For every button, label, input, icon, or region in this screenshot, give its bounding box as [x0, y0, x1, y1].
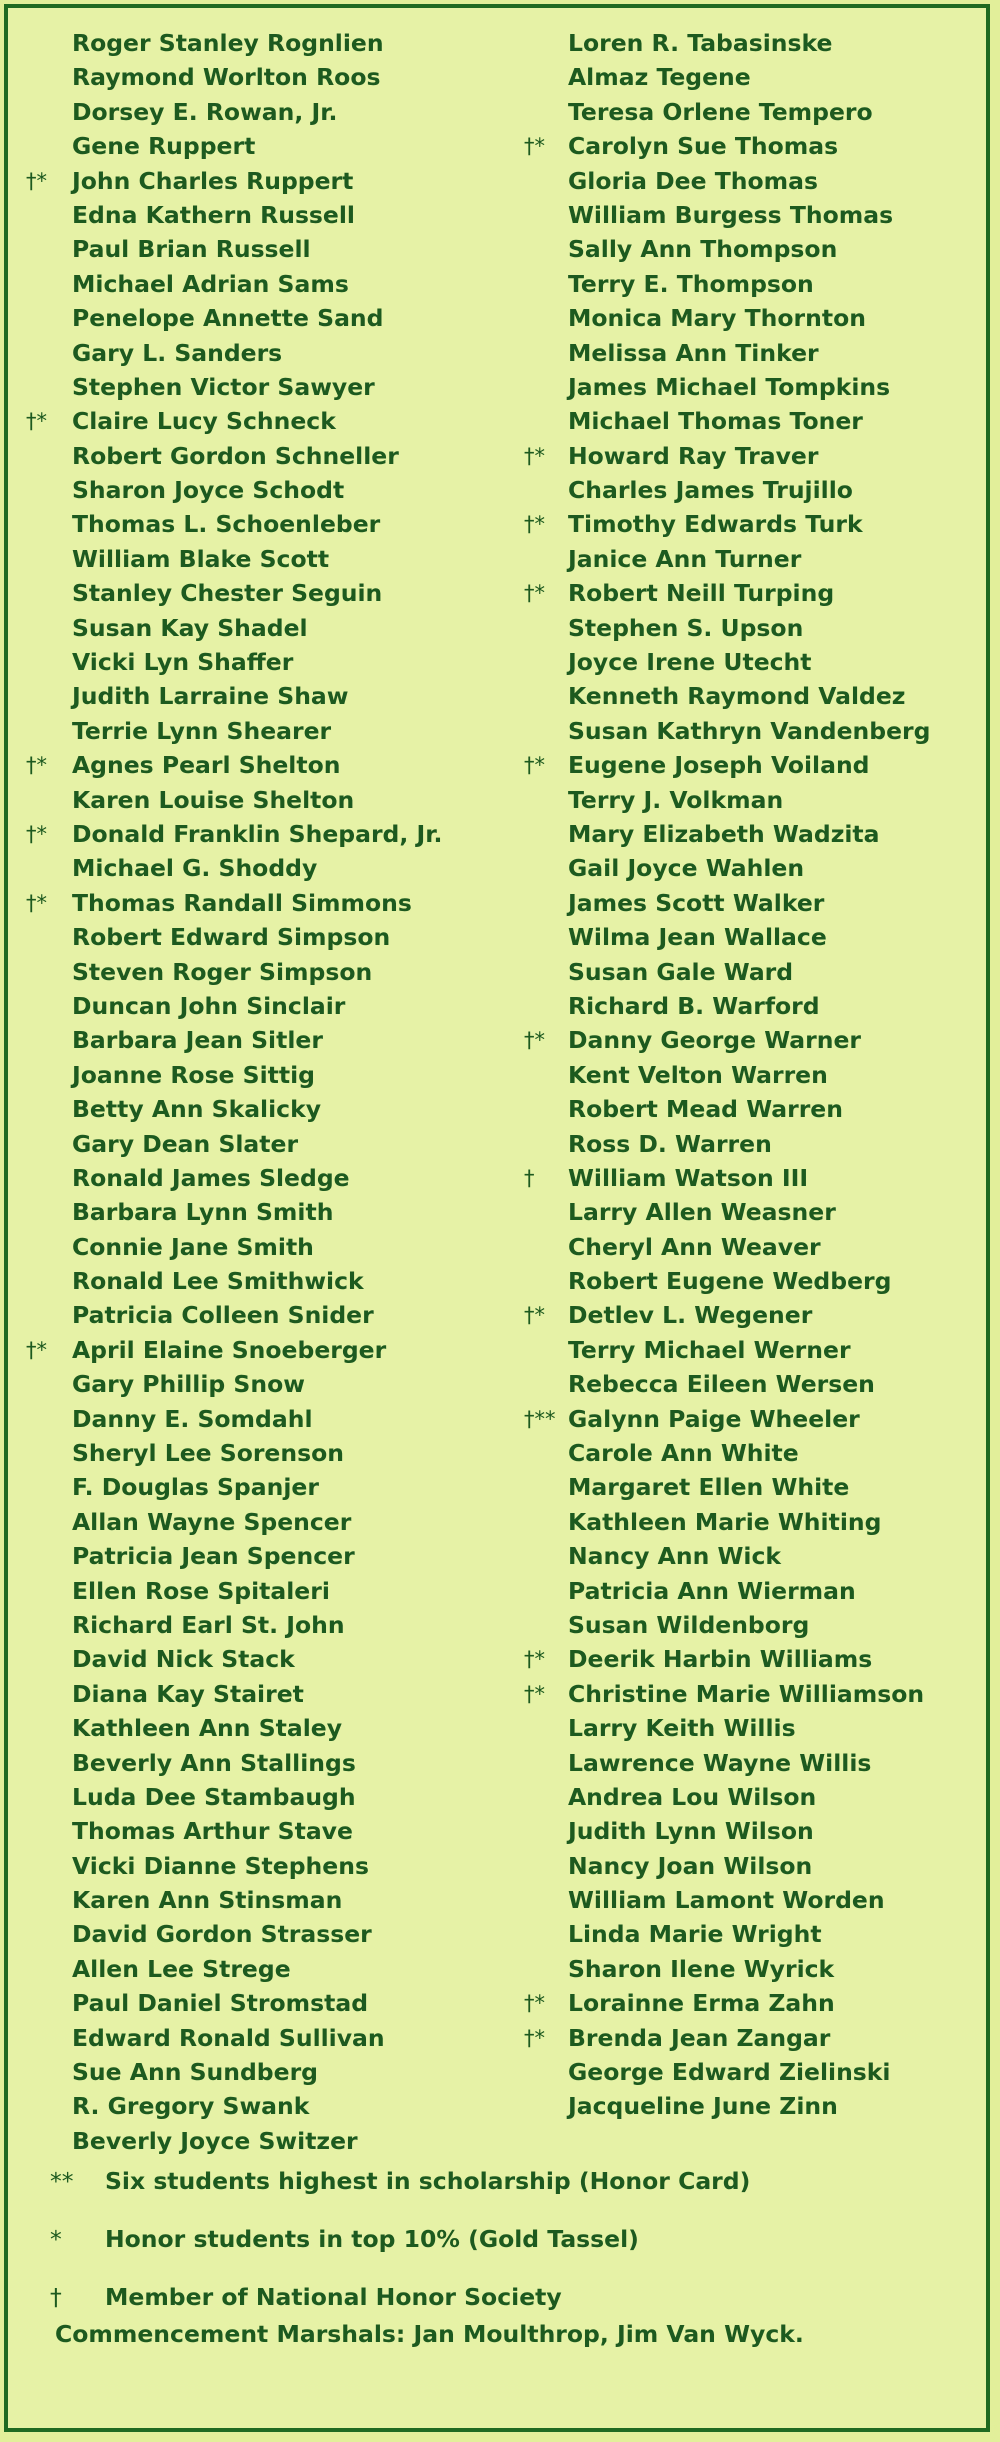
graduate-name: Robert Gordon Schneller: [72, 441, 399, 470]
graduate-name: Loren R. Tabasinske: [568, 29, 833, 57]
graduate-name: Stephen Victor Sawyer: [72, 372, 375, 401]
graduate-name-row: [524, 955, 994, 989]
graduate-name: Robert Mead Warren: [568, 1095, 843, 1124]
graduate-name: Nancy Ann Wick: [568, 1542, 782, 1571]
graduate-name-row: [26, 1161, 546, 1195]
graduate-name: Gary L. Sanders: [72, 338, 283, 367]
commencement-marshals: Commencement Marshals: Jan Moulthrop, Jim Van Wyck.: [55, 2320, 804, 2348]
graduate-name: Almaz Tegene: [568, 63, 751, 92]
graduate-name: James Michael Tompkins: [568, 372, 891, 401]
graduate-name: Edward Ronald Sullivan: [72, 2023, 385, 2052]
graduate-name: Steven Roger Simpson: [72, 957, 373, 986]
graduate-name-row: [524, 989, 994, 1023]
graduate-name: Stephen S. Upson: [568, 613, 804, 642]
graduate-name-row: [26, 1986, 546, 2020]
graduate-name: Claire Lucy Schneck: [72, 407, 336, 436]
graduate-name-row: [524, 679, 994, 713]
graduate-name-row: [26, 1298, 546, 1332]
graduate-name-row: [26, 26, 546, 60]
right-name-column: [524, 26, 994, 2124]
graduate-name: Howard Ray Traver: [568, 441, 819, 470]
graduate-name: Susan Kathryn Vandenberg: [568, 716, 931, 745]
graduate-name-row: [524, 129, 994, 163]
graduate-name-row: [524, 2055, 994, 2089]
graduate-name: Gail Joyce Wahlen: [568, 854, 805, 883]
graduate-name: Carolyn Sue Thomas: [568, 132, 839, 161]
graduate-name-row: [524, 95, 994, 129]
graduate-name: Terry Michael Werner: [568, 1335, 851, 1364]
graduate-name-row: [26, 1574, 546, 1608]
graduate-name-row: [26, 1849, 546, 1883]
graduate-name: Brenda Jean Zangar: [568, 2023, 831, 2052]
graduate-name: Cheryl Ann Weaver: [568, 1232, 821, 1261]
graduate-name-row: [26, 60, 546, 94]
graduate-name-row: [524, 370, 994, 404]
graduate-name-row: [26, 1127, 546, 1161]
graduate-name: Luda Dee Stambaugh: [72, 1782, 356, 1811]
graduate-name: William Blake Scott: [72, 544, 330, 573]
graduate-name-row: [26, 1436, 546, 1470]
graduate-name-row: [26, 164, 546, 198]
graduate-name: Melissa Ann Tinker: [568, 338, 819, 367]
graduate-name: Gary Dean Slater: [72, 1129, 299, 1158]
graduate-name: Joanne Rose Sittig: [72, 1060, 315, 1089]
graduate-name-row: [26, 370, 546, 404]
honor-mark: †*: [26, 168, 47, 193]
graduate-name: Kenneth Raymond Valdez: [568, 682, 906, 711]
graduate-name: William Burgess Thomas: [568, 200, 894, 229]
graduate-name: Joyce Irene Utecht: [568, 648, 812, 677]
graduate-name-row: [524, 1367, 994, 1401]
graduate-name-row: [26, 1264, 546, 1298]
graduate-name-row: [26, 336, 546, 370]
graduate-name-row: [26, 851, 546, 885]
graduate-name-row: [26, 1539, 546, 1573]
graduate-name: Barbara Jean Sitler: [72, 1026, 323, 1055]
graduate-name-row: [26, 301, 546, 335]
graduate-name: Judith Lynn Wilson: [568, 1817, 814, 1846]
graduate-name-row: [26, 129, 546, 163]
graduate-name-row: [26, 714, 546, 748]
graduate-name-row: [524, 1917, 994, 1951]
graduate-name: Monica Mary Thornton: [568, 304, 866, 333]
graduate-name-row: [26, 955, 546, 989]
graduate-name-row: [524, 1539, 994, 1573]
graduate-name-row: [524, 645, 994, 679]
graduate-name-row: [524, 1505, 994, 1539]
honor-mark: †*: [524, 134, 545, 159]
graduate-name-row: [524, 1814, 994, 1848]
graduate-name: Christine Marie Williamson: [568, 1679, 925, 1708]
graduate-name-row: [524, 1023, 994, 1057]
honor-mark: †*: [524, 2025, 545, 2050]
honor-mark: †*: [26, 890, 47, 915]
graduate-name: Jacqueline June Zinn: [568, 2092, 838, 2121]
graduate-name-row: [26, 1952, 546, 1986]
graduate-name: Terry J. Volkman: [568, 785, 784, 814]
graduate-name: Karen Louise Shelton: [72, 785, 355, 814]
graduate-name: William Lamont Worden: [568, 1886, 885, 1915]
graduate-name: Eugene Joseph Voiland: [568, 751, 870, 780]
graduate-name-row: [524, 1608, 994, 1642]
graduate-name: Larry Keith Willis: [568, 1714, 796, 1743]
graduate-name-row: [26, 783, 546, 817]
legend-symbol: **: [50, 2167, 74, 2195]
graduate-name-row: [524, 1746, 994, 1780]
graduate-name: Allen Lee Strege: [72, 1954, 291, 1983]
graduate-name: Timothy Edwards Turk: [568, 510, 863, 539]
graduate-name: Larry Allen Weasner: [568, 1198, 836, 1227]
graduate-name-row: [26, 1746, 546, 1780]
graduate-name: Robert Eugene Wedberg: [568, 1267, 892, 1296]
graduate-name: Ross D. Warren: [568, 1129, 772, 1158]
graduate-name: Beverly Ann Stallings: [72, 1748, 356, 1777]
graduate-name: Allan Wayne Spencer: [72, 1507, 352, 1536]
graduate-name: Robert Edward Simpson: [72, 923, 391, 952]
graduate-name-row: [524, 26, 994, 60]
graduate-name-row: [26, 2055, 546, 2089]
graduate-name: Diana Kay Stairet: [72, 1679, 304, 1708]
legend: [50, 2152, 970, 2326]
honor-mark: †*: [524, 581, 545, 606]
graduate-name-row: [524, 404, 994, 438]
graduate-name-row: [524, 198, 994, 232]
graduate-name-row: [524, 851, 994, 885]
graduate-name: Sharon Ilene Wyrick: [568, 1954, 835, 1983]
graduate-name: Betty Ann Skalicky: [72, 1095, 322, 1124]
graduate-name: Danny George Warner: [568, 1026, 862, 1055]
graduate-name: Gene Ruppert: [72, 132, 256, 161]
graduate-name-row: [524, 336, 994, 370]
graduate-name-row: [26, 1883, 546, 1917]
graduate-name: Kent Velton Warren: [568, 1060, 828, 1089]
graduate-name-row: [26, 1677, 546, 1711]
graduate-name: R. Gregory Swank: [72, 2092, 310, 2121]
graduate-name-row: [524, 507, 994, 541]
graduate-name: Teresa Orlene Tempero: [568, 97, 873, 126]
graduate-name: Lorainne Erma Zahn: [568, 1989, 835, 2018]
graduate-name-row: [524, 1849, 994, 1883]
graduate-name-row: [524, 1436, 994, 1470]
graduate-name-row: [524, 1161, 994, 1195]
honor-mark: †: [524, 1165, 535, 1190]
graduate-name: Vicki Dianne Stephens: [72, 1851, 369, 1880]
honor-mark: †*: [26, 409, 47, 434]
graduate-name-row: [26, 1917, 546, 1951]
graduate-name-row: [524, 1195, 994, 1229]
graduate-name-row: [26, 1814, 546, 1848]
honor-mark: †**: [524, 1406, 556, 1431]
graduate-name: Kathleen Marie Whiting: [568, 1507, 882, 1536]
graduate-name-row: [524, 714, 994, 748]
graduate-name: Patricia Jean Spencer: [72, 1542, 355, 1571]
graduate-name-row: [524, 439, 994, 473]
graduate-name: Duncan John Sinclair: [72, 991, 346, 1020]
graduate-name: Michael G. Shoddy: [72, 854, 318, 883]
graduate-name: Judith Larraine Shaw: [72, 682, 349, 711]
graduate-name-row: [524, 1402, 994, 1436]
graduate-name: David Gordon Strasser: [72, 1920, 372, 1949]
graduate-name: Terry E. Thompson: [568, 269, 814, 298]
graduate-name-row: [524, 1883, 994, 1917]
graduate-name: Mary Elizabeth Wadzita: [568, 819, 880, 848]
graduate-name-row: [524, 1092, 994, 1126]
honor-mark: †*: [524, 753, 545, 778]
graduate-name: Sue Ann Sundberg: [72, 2058, 318, 2087]
graduate-name: Kathleen Ann Staley: [72, 1714, 343, 1743]
graduate-name: Roger Stanley Rognlien: [72, 29, 384, 57]
graduate-name: Ellen Rose Spitaleri: [72, 1576, 330, 1605]
graduate-name-row: [524, 60, 994, 94]
legend-item: [50, 2152, 970, 2210]
legend-text: Honor students in top 10% (Gold Tassel): [105, 2225, 639, 2253]
graduate-name-row: [524, 817, 994, 851]
graduate-name: Deerik Harbin Williams: [568, 1645, 873, 1674]
graduate-name: Vicki Lyn Shaffer: [72, 648, 294, 677]
graduate-name-row: [26, 1230, 546, 1264]
graduate-name: Charles James Trujillo: [568, 476, 853, 505]
graduate-name-row: [26, 1367, 546, 1401]
honor-mark: †*: [524, 1681, 545, 1706]
legend-symbol: †: [50, 2283, 62, 2311]
graduate-name: James Scott Walker: [568, 888, 825, 917]
graduate-name-row: [524, 267, 994, 301]
graduate-name: Karen Ann Stinsman: [72, 1886, 343, 1915]
graduate-name-row: [26, 645, 546, 679]
graduate-name-row: [26, 748, 546, 782]
graduate-name-row: [26, 1195, 546, 1229]
graduate-name: Gloria Dee Thomas: [568, 166, 818, 195]
graduate-name: Linda Marie Wright: [568, 1920, 822, 1949]
honor-mark: †*: [26, 821, 47, 846]
graduate-name: Paul Daniel Stromstad: [72, 1989, 369, 2018]
graduate-name: Nancy Joan Wilson: [568, 1851, 813, 1880]
graduate-name-row: [26, 679, 546, 713]
graduate-name-row: [26, 267, 546, 301]
graduate-name: Danny E. Somdahl: [72, 1404, 313, 1433]
honor-mark: †*: [26, 753, 47, 778]
graduate-name-row: [26, 1780, 546, 1814]
graduate-name-row: [524, 1264, 994, 1298]
legend-symbol: *: [50, 2225, 62, 2253]
graduate-name-row: [524, 1333, 994, 1367]
graduate-name-row: [26, 542, 546, 576]
graduate-name-row: [524, 886, 994, 920]
honor-mark: †*: [524, 1991, 545, 2016]
legend-text: Member of National Honor Society: [105, 2283, 562, 2311]
graduate-name-row: [524, 542, 994, 576]
honor-mark: †*: [524, 443, 545, 468]
graduate-name: Connie Jane Smith: [72, 1232, 314, 1261]
graduate-name-row: [26, 198, 546, 232]
graduate-name-row: [26, 1608, 546, 1642]
graduate-name-row: [26, 1642, 546, 1676]
graduate-name: Susan Kay Shadel: [72, 613, 308, 642]
graduate-name-row: [26, 232, 546, 266]
graduate-name-row: [524, 611, 994, 645]
graduate-name: Beverly Joyce Switzer: [72, 2126, 358, 2155]
graduate-name: Andrea Lou Wilson: [568, 1782, 817, 1811]
graduate-name-row: [524, 1298, 994, 1332]
graduate-name: Dorsey E. Rowan, Jr.: [72, 97, 338, 126]
graduate-name-row: [26, 2089, 546, 2123]
graduate-name-row: [524, 1986, 994, 2020]
graduate-name: Thomas L. Schoenleber: [72, 510, 381, 539]
graduate-name: Thomas Arthur Stave: [72, 1817, 353, 1846]
graduate-name: David Nick Stack: [72, 1645, 295, 1674]
graduate-name: William Watson III: [568, 1163, 809, 1192]
honor-mark: †*: [524, 512, 545, 537]
graduate-name-row: [26, 507, 546, 541]
graduate-name-row: [524, 748, 994, 782]
graduate-name: Barbara Lynn Smith: [72, 1198, 334, 1227]
graduate-name-row: [524, 473, 994, 507]
graduate-name: Paul Brian Russell: [72, 235, 311, 264]
graduate-name-row: [524, 301, 994, 335]
graduate-name-row: [26, 1092, 546, 1126]
graduate-name-row: [524, 783, 994, 817]
graduate-name-row: [524, 1127, 994, 1161]
graduate-name-row: [26, 611, 546, 645]
honor-mark: †*: [524, 1028, 545, 1053]
graduate-name: F. Douglas Spanjer: [72, 1473, 319, 1502]
graduate-name-row: [26, 1058, 546, 1092]
graduate-name-row: [524, 576, 994, 610]
graduate-name: Carole Ann White: [568, 1439, 799, 1468]
graduate-name-row: [26, 2021, 546, 2055]
graduate-name-row: [26, 1505, 546, 1539]
graduate-name: Michael Thomas Toner: [568, 407, 863, 436]
graduate-name-row: [524, 1642, 994, 1676]
graduate-name-row: [524, 1780, 994, 1814]
graduate-name-row: [524, 920, 994, 954]
graduate-name: Susan Gale Ward: [568, 957, 794, 986]
graduate-name-row: [524, 1711, 994, 1745]
graduate-name-row: [26, 1711, 546, 1745]
graduate-name-row: [524, 1952, 994, 1986]
graduate-name: Margaret Ellen White: [568, 1473, 850, 1502]
graduate-name: Thomas Randall Simmons: [72, 888, 412, 917]
graduate-name: Sharon Joyce Schodt: [72, 476, 345, 505]
graduate-name: Susan Wildenborg: [568, 1610, 810, 1639]
graduate-name-row: [524, 1677, 994, 1711]
honor-mark: †*: [524, 1303, 545, 1328]
graduate-name-row: [524, 1470, 994, 1504]
graduate-name-row: [524, 164, 994, 198]
graduate-name: Janice Ann Turner: [568, 544, 802, 573]
graduate-name: Rebecca Eileen Wersen: [568, 1370, 875, 1399]
graduate-name: Agnes Pearl Shelton: [72, 751, 341, 780]
graduate-name-row: [26, 1470, 546, 1504]
graduate-name-row: [524, 2089, 994, 2123]
graduate-name: Sheryl Lee Sorenson: [72, 1439, 344, 1468]
graduate-name-row: [524, 232, 994, 266]
graduate-name: Edna Kathern Russell: [72, 200, 355, 229]
graduate-name: Gary Phillip Snow: [72, 1370, 305, 1399]
graduate-name: April Elaine Snoeberger: [72, 1335, 387, 1364]
graduate-name-row: [26, 439, 546, 473]
graduate-name: Terrie Lynn Shearer: [72, 716, 332, 745]
graduate-name: Penelope Annette Sand: [72, 304, 384, 333]
graduate-name: Stanley Chester Seguin: [72, 579, 383, 608]
graduate-name-row: [26, 920, 546, 954]
graduate-name: Robert Neill Turping: [568, 579, 835, 608]
legend-item: [50, 2210, 970, 2268]
graduate-name: Raymond Worlton Roos: [72, 63, 381, 92]
graduate-name-row: [524, 1058, 994, 1092]
graduate-name: Detlev L. Wegener: [568, 1301, 813, 1330]
graduate-name: Ronald James Sledge: [72, 1163, 350, 1192]
graduate-name: Lawrence Wayne Willis: [568, 1748, 872, 1777]
graduate-name-row: [26, 1333, 546, 1367]
graduate-name: Richard Earl St. John: [72, 1610, 345, 1639]
graduate-name: Donald Franklin Shepard, Jr.: [72, 819, 443, 848]
graduate-name: John Charles Ruppert: [72, 166, 354, 195]
graduate-name-row: [524, 1574, 994, 1608]
honor-mark: †*: [26, 1337, 47, 1362]
legend-text: Six students highest in scholarship (Honor Card): [105, 2167, 751, 2195]
graduate-name: Patricia Ann Wierman: [568, 1576, 856, 1605]
graduate-name: Wilma Jean Wallace: [568, 923, 827, 952]
graduate-name: Patricia Colleen Snider: [72, 1301, 374, 1330]
graduate-name: Sally Ann Thompson: [568, 235, 838, 264]
honor-mark: †*: [524, 1647, 545, 1672]
graduate-name: George Edward Zielinski: [568, 2058, 891, 2087]
graduate-name-row: [26, 1402, 546, 1436]
graduate-name-row: [26, 989, 546, 1023]
graduate-name-row: [26, 576, 546, 610]
graduate-name-row: [26, 95, 546, 129]
graduate-name: Richard B. Warford: [568, 991, 820, 1020]
graduate-name: Michael Adrian Sams: [72, 269, 349, 298]
graduate-name-row: [26, 817, 546, 851]
graduate-name-row: [524, 1230, 994, 1264]
legend-item: [50, 2268, 970, 2326]
graduate-name-row: [524, 2021, 994, 2055]
graduate-name-row: [26, 473, 546, 507]
graduate-name-row: [26, 1023, 546, 1057]
left-name-column: [26, 26, 546, 2158]
graduate-name: Ronald Lee Smithwick: [72, 1267, 364, 1296]
graduate-name: Galynn Paige Wheeler: [568, 1404, 860, 1433]
graduate-name-row: [26, 404, 546, 438]
graduate-name-row: [26, 886, 546, 920]
